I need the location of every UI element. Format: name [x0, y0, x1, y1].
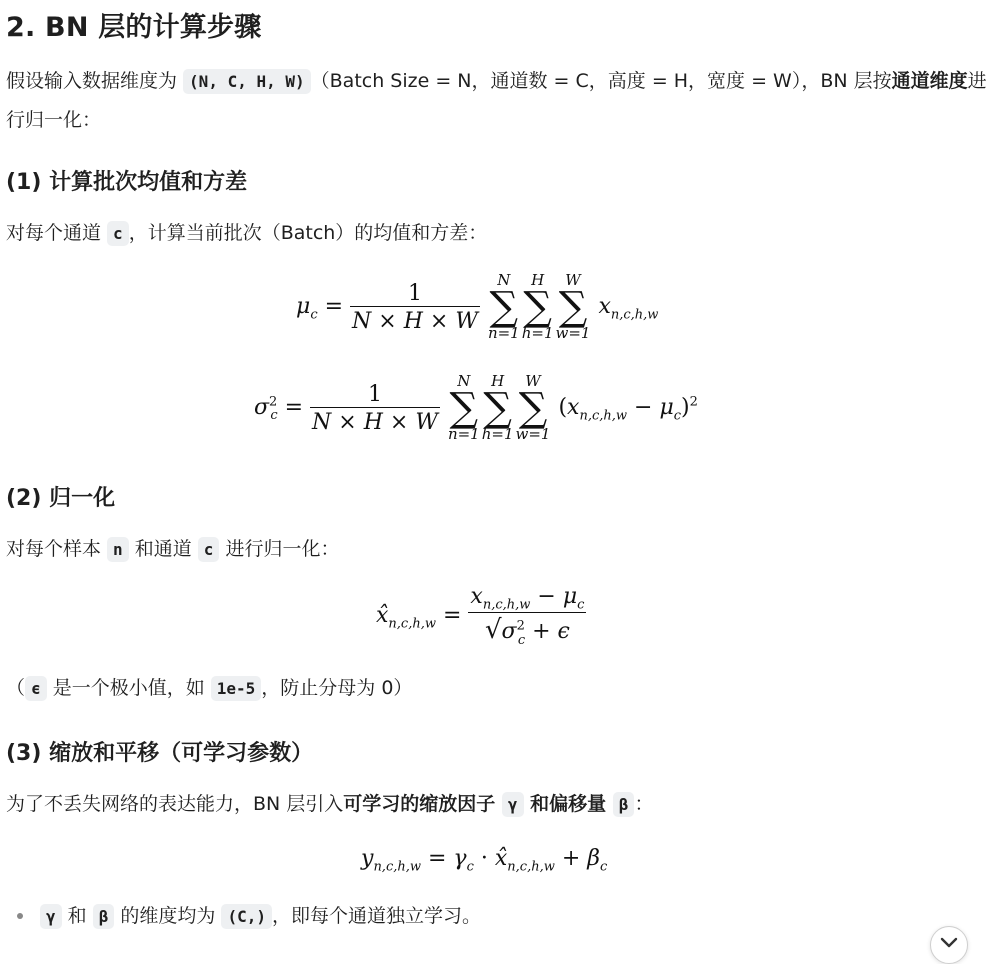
dimension-bullet: γ 和 β 的维度均为 (C,) ，即每个通道独立学习。	[40, 897, 481, 936]
inline-code-gamma: γ	[502, 792, 524, 817]
inline-code-c: c	[107, 221, 129, 246]
inline-code-beta: β	[613, 792, 635, 817]
epsilon-note: （ ϵ 是一个极小值，如 1e-5 ，防止分母为 0）	[6, 677, 413, 699]
formula-normalize: $x̂_{n,c,h,w}$ = $\frac{x_{n,c,h,w} - \mu_c}{√\sigma^2_c + \epsilon}$	[376, 584, 585, 648]
inline-code-1e-5: 1e-5	[211, 676, 262, 701]
normalize-paragraph: 对每个样本 n 和通道 c 进行归一化：	[6, 538, 340, 560]
inline-code-epsilon: ϵ	[25, 676, 47, 701]
inline-code-gamma-2: γ	[40, 904, 62, 929]
scroll-down-button[interactable]	[930, 926, 968, 964]
formula-mean: $\mu_c$ = $\frac{1}{N \times H \times W}$ N ∑ n=1 H ∑ h=1 W ∑ w=1 $x_{n,c,h,w}$	[296, 271, 659, 342]
subheading-scale-shift: (3) 缩放和平移（可学习参数）	[6, 741, 314, 766]
chevron-down-icon	[940, 937, 958, 949]
subheading-mean-variance: (1) 计算批次均值和方差	[6, 170, 248, 195]
formula-variance: $\sigma^2_c$ = $\frac{1}{N \times H \times W}$ N ∑ n=1 H ∑ h=1 W ∑ w=1 $(x_{n,c,h,w} - \mu_c)^2$	[254, 372, 698, 443]
scale-shift-paragraph: 为了不丢失网络的表达能力，BN 层引入可学习的缩放因子 γ 和偏移量 β ：	[6, 793, 654, 815]
mean-variance-paragraph: 对每个通道 c ，计算当前批次（Batch）的均值和方差：	[6, 222, 488, 244]
inline-code-c2: c	[198, 537, 220, 562]
inline-code-beta-2: β	[93, 904, 115, 929]
inline-code-n: n	[107, 537, 129, 562]
intro-paragraph: 假设输入数据维度为 (N, C, H, W) （Batch Size = N，通道数 = C，高度 = H，宽度 = W），BN 层按通道维度进行归一化：	[6, 70, 987, 131]
inline-code-shape: (C,)	[221, 904, 272, 929]
inline-code-dims: (N, C, H, W)	[183, 69, 311, 94]
list-bullet	[17, 913, 23, 919]
subheading-normalize: (2) 归一化	[6, 486, 116, 511]
formula-scale-shift: $y_{n,c,h,w} = \gamma_c$ · $x̂_{n,c,h,w} + \beta_c$	[361, 846, 608, 875]
section-heading: 2. BN 层的计算步骤	[6, 12, 262, 43]
